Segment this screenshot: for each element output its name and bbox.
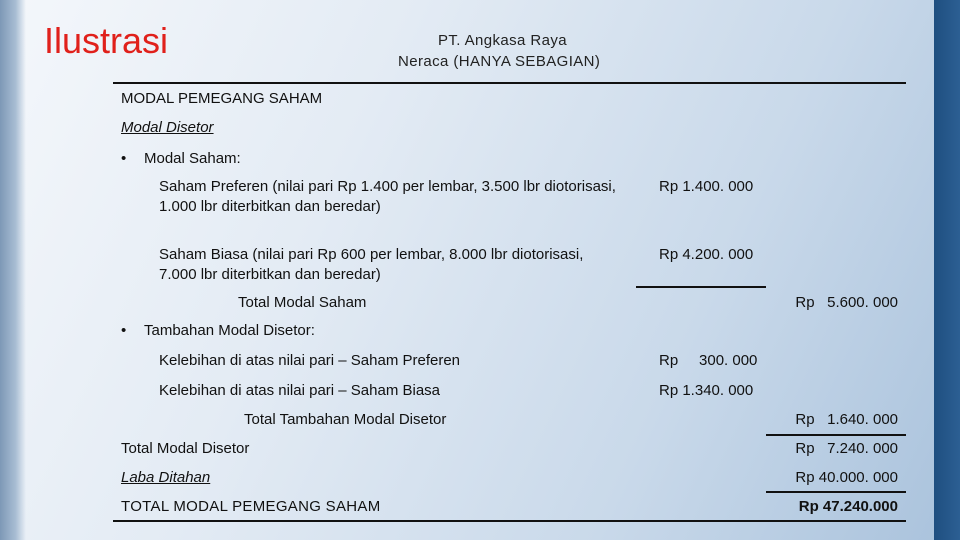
common-stock-amount: Rp 4.200. 000 [659,246,754,263]
excess-common-amount: Rp 1.340. 000 [659,382,754,399]
subtotal-rule [636,286,766,288]
grand-total-label: TOTAL MODAL PEMEGANG SAHAM [121,498,381,515]
preferred-stock-desc: Saham Preferen (nilai pari Rp 1.400 per lembar, 3.500 lbr diotorisasi, 1.000 lbr diterbitkan dan beredar) [159,178,616,215]
total-paid-in-label: Total Modal Disetor [121,440,250,457]
retained-earnings-label: Laba Ditahan [121,469,211,486]
header-rule [113,82,906,84]
excess-common-label: Kelebihan di atas nilai pari – Saham Biasa [159,382,441,399]
slide-left-edge [0,0,26,540]
total-paid-in-amount: Rp 7.240. 000 [795,440,898,457]
bullet-marker: • [121,322,127,339]
section-title: MODAL PEMEGANG SAHAM [121,90,323,107]
section-subtitle: Modal Disetor [121,119,214,136]
common-stock-desc: Saham Biasa (nilai pari Rp 600 per lembar, 8.000 lbr diotorisasi, 7.000 lbr diterbitkan dan beredar) [159,246,584,283]
statement-name: Neraca (HANYA SEBAGIAN) [398,53,601,70]
grand-total-rule [766,491,906,493]
capital-stock-label: Modal Saham: [144,150,241,167]
total-rule [766,434,906,436]
preferred-stock-amount: Rp 1.400. 000 [659,178,754,195]
grand-total-amount: Rp 47.240.000 [798,498,898,515]
total-capital-stock-label: Total Modal Saham [238,294,367,311]
retained-earnings-amount: Rp 40.000. 000 [795,469,898,486]
total-additional-amount: Rp 1.640. 000 [795,411,898,428]
bullet-marker: • [121,150,127,167]
footer-rule [113,520,906,522]
excess-preferred-label: Kelebihan di atas nilai pari – Saham Preferen [159,352,461,369]
slide-title: Ilustrasi [44,20,169,61]
excess-preferred-amount: Rp 300. 000 [659,352,758,369]
company-name: PT. Angkasa Raya [438,32,567,49]
total-capital-stock-amount: Rp 5.600. 000 [795,294,898,311]
slide-right-edge [934,0,960,540]
total-additional-label: Total Tambahan Modal Disetor [244,411,447,428]
additional-capital-label: Tambahan Modal Disetor: [144,322,315,339]
